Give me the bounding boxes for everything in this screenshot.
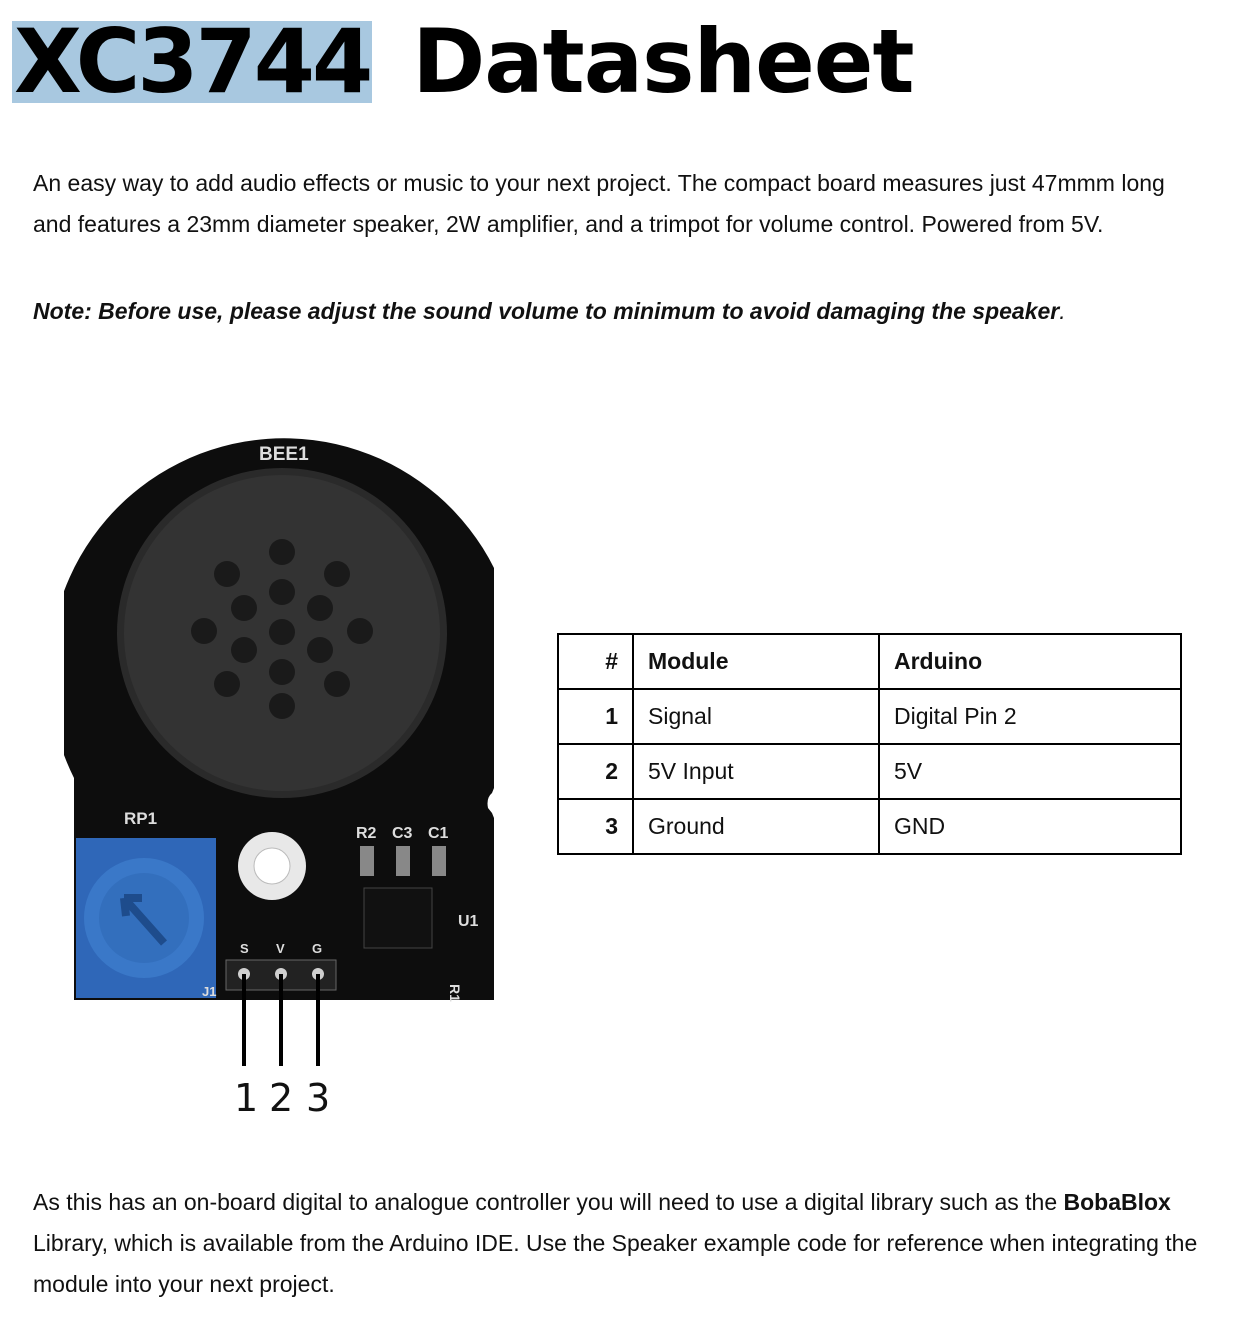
product-code: XC3744 — [14, 10, 371, 113]
pin-number-2: 2 — [269, 1076, 294, 1118]
label-c1: C1 — [428, 825, 449, 842]
pin-number-3: 3 — [306, 1076, 331, 1118]
usage-paragraph — [33, 1182, 1203, 1305]
header-cell-arduino: Arduino — [879, 634, 1181, 689]
label-c3: C3 — [392, 825, 413, 842]
label-r2: R2 — [356, 825, 377, 842]
header-cell-module: Module — [633, 634, 879, 689]
cell-arduino: GND — [879, 799, 1181, 854]
page-title — [12, 10, 914, 113]
pinout-table — [557, 633, 1182, 855]
cell-number: 3 — [558, 799, 633, 854]
table-header-row — [558, 634, 1181, 689]
header-cell-number: # — [558, 634, 633, 689]
note-text: Note: Before use, please adjust the sound volume to minimum to avoid damaging the speaker — [33, 298, 1060, 324]
table-row — [558, 799, 1181, 854]
usage-text-start: As this has an on-board digital to analogue controller you will need to use a digital library such as the — [33, 1189, 1064, 1215]
pin-number-1: 1 — [234, 1076, 259, 1118]
intro-paragraph: An easy way to add audio effects or music to your next project. The compact board measures just 47mmm long and features a 23mm diameter speaker, 2W amplifier, and a trimpot for volume control. Powered from 5V. — [33, 170, 1165, 237]
ic-chip — [364, 888, 432, 948]
cell-arduino: Digital Pin 2 — [879, 689, 1181, 744]
label-r1: R1 — [447, 984, 463, 1002]
cell-arduino: 5V — [879, 744, 1181, 799]
cell-number: 1 — [558, 689, 633, 744]
note-tail: . — [1059, 298, 1066, 324]
label-pin-g: G — [312, 941, 323, 956]
label-pin-v: V — [276, 941, 285, 956]
cell-module: Signal — [633, 689, 879, 744]
label-pin-s: S — [240, 941, 249, 956]
label-u1: U1 — [458, 913, 479, 930]
cell-number: 2 — [558, 744, 633, 799]
usage-text-end: Library, which is available from the Arduino IDE. Use the Speaker example code for reference when integrating the module into your next project. — [33, 1230, 1198, 1297]
note — [33, 298, 1066, 325]
label-j1: J1 — [202, 984, 217, 999]
cell-module: 5V Input — [633, 744, 879, 799]
cell-module: Ground — [633, 799, 879, 854]
library-name: BobaBlox — [1063, 1189, 1171, 1215]
title-word: Datasheet — [412, 10, 914, 113]
table-row — [558, 689, 1181, 744]
table-row — [558, 744, 1181, 799]
speaker-module-photo — [64, 418, 504, 1118]
label-rp1: RP1 — [124, 809, 158, 828]
label-bee1: BEE1 — [259, 444, 309, 465]
